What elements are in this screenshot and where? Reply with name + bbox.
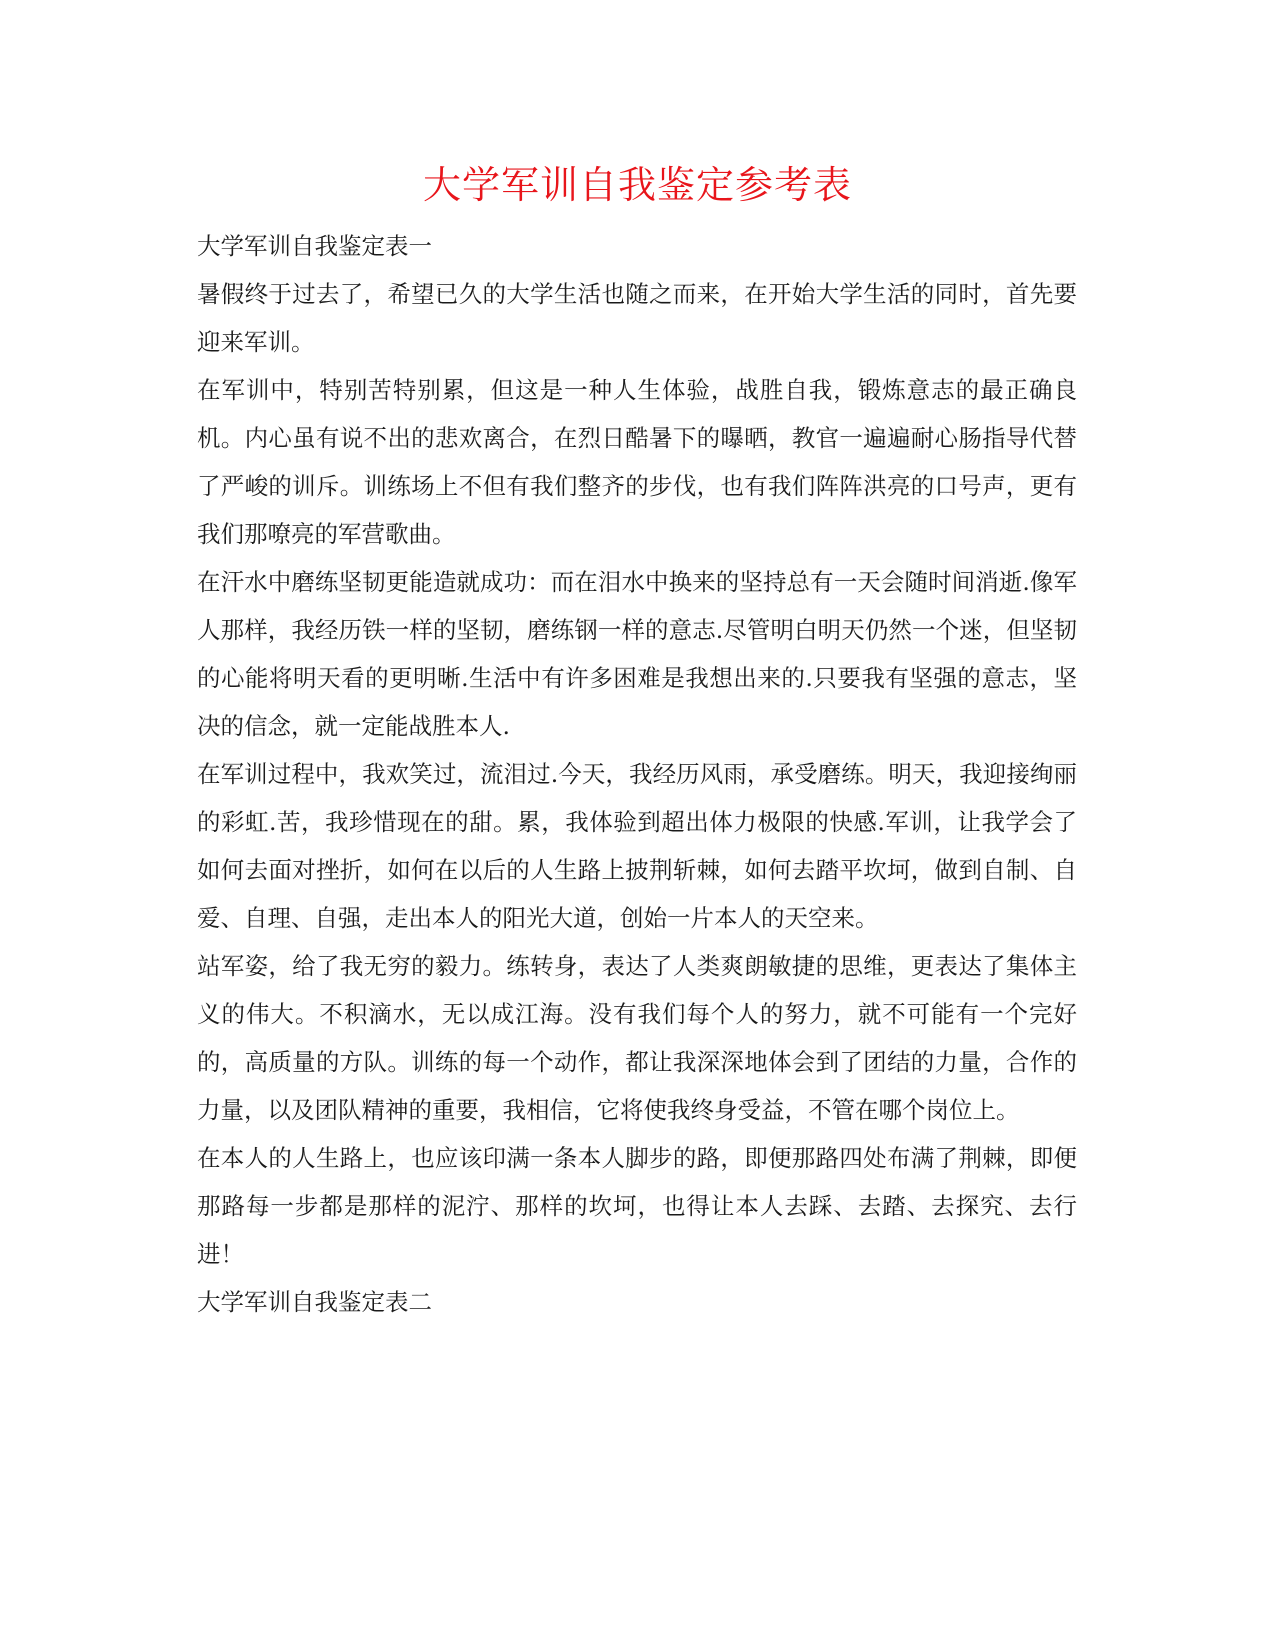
paragraph: 在军训中，特别苦特别累，但这是一种人生体验，战胜自我，锻炼意志的最正确良机。内心虽有说不出的悲欢离合，在烈日酷暑下的曝晒，教官一遍遍耐心肠指导代替了严峻的训斥。训练场上不但有我们整齐的步伐，也有我们阵阵洪亮的口号声，更有我们那嘹亮的军营歌曲。: [197, 376, 1077, 548]
section-heading: 大学军训自我鉴定表二: [197, 1288, 432, 1316]
paragraph: 在军训过程中，我欢笑过，流泪过.今天，我经历风雨，承受磨练。明天，我迎接绚丽的彩虹.苦，我珍惜现在的甜。累，我体验到超出体力极限的快感.军训，让我学会了如何去面对挫折，如何在以后的人生路上披荆斩棘，如何去踏平坎坷，做到自制、自爱、自理、自强，走出本人的阳光大道，创始一片本人的天空来。: [197, 760, 1077, 932]
paragraph: 在本人的人生路上，也应该印满一条本人脚步的路，即便那路四处布满了荆棘，即便那路每一步都是那样的泥泞、那样的坎坷，也得让本人去踩、去踏、去探究、去行进！: [197, 1144, 1077, 1268]
paragraph: 在汗水中磨练坚韧更能造就成功：而在泪水中换来的坚持总有一天会随时间消逝.像军人那样，我经历铁一样的坚韧，磨练钢一样的意志.尽管明白明天仍然一个迷，但坚韧的心能将明天看的更明晰.生活中有许多困难是我想出来的.只要我有坚强的意志，坚决的信念，就一定能战胜本人.: [197, 568, 1077, 740]
document-title: 大学军训自我鉴定参考表: [422, 163, 852, 207]
document-body: [197, 222, 1077, 1326]
section-heading: 大学军训自我鉴定表一: [197, 232, 432, 260]
paragraph: 暑假终于过去了，希望已久的大学生活也随之而来，在开始大学生活的同时，首先要迎来军训。: [197, 280, 1077, 356]
paragraph: 站军姿，给了我无穷的毅力。练转身，表达了人类爽朗敏捷的思维，更表达了集体主义的伟大。不积滴水，无以成江海。没有我们每个人的努力，就不可能有一个完好的，高质量的方队。训练的每一个动作，都让我深深地体会到了团结的力量，合作的力量，以及团队精神的重要，我相信，它将使我终身受益，不管在哪个岗位上。: [197, 952, 1077, 1124]
